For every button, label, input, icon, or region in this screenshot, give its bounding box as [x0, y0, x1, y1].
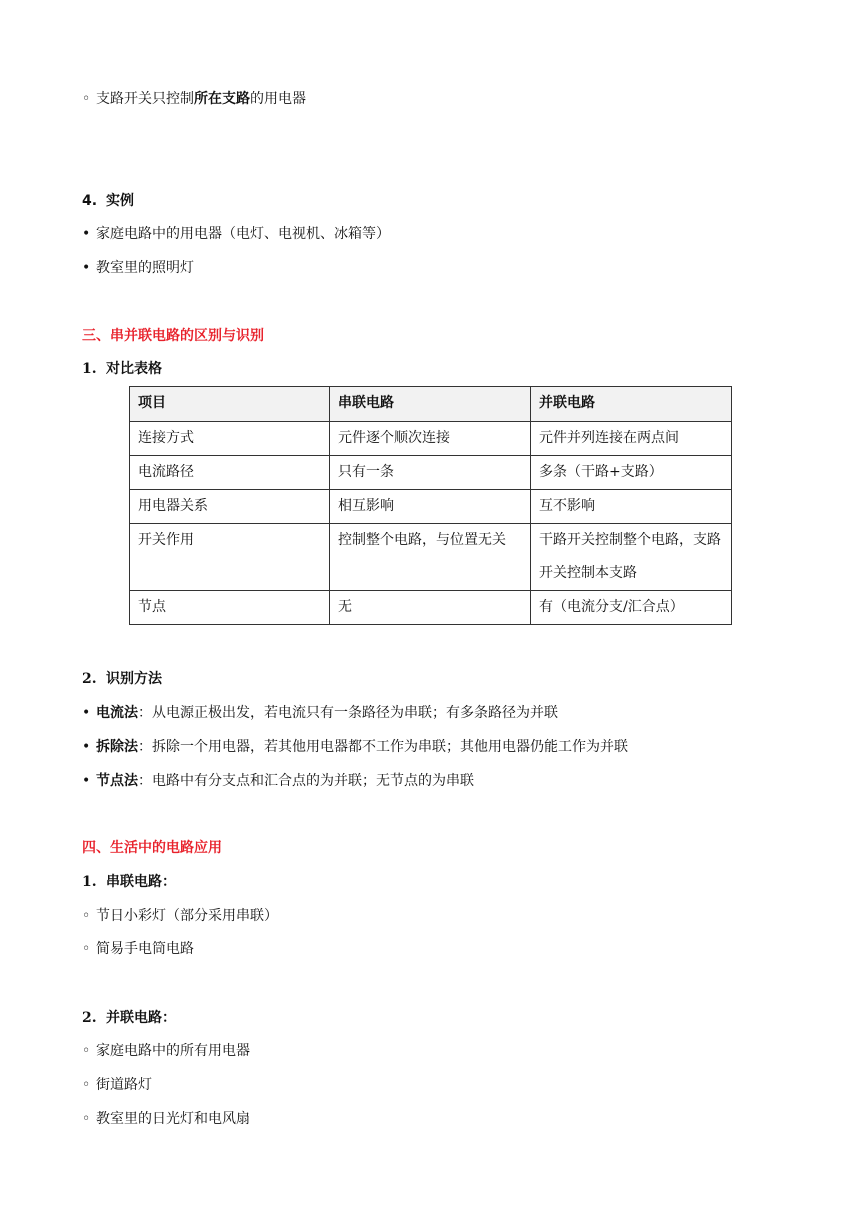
- list-item: • 家庭电路中的用电器（电灯、电视机、冰箱等）: [82, 226, 390, 242]
- list-item: ◦ 教室里的日光灯和电风扇: [82, 1111, 250, 1127]
- table-cell: 只有一条: [330, 456, 531, 490]
- table-cell: 多条（干路+支路）: [531, 456, 732, 490]
- subheading-identification: 2. 识别方法: [82, 671, 162, 687]
- hollow-bullet-icon: ◦: [82, 941, 91, 957]
- subheading-parallel: 2. 并联电路：: [82, 1010, 176, 1026]
- bullet-icon: •: [82, 260, 91, 276]
- column-header: 并联电路: [531, 387, 732, 422]
- method-item: • 节点法：电路中有分支点和汇合点的为并联；无节点的为串联: [82, 773, 474, 789]
- table-row: [130, 591, 732, 625]
- column-header: 串联电路: [330, 387, 531, 422]
- table-cell: 有（电流分支/汇合点）: [531, 591, 732, 625]
- bullet-icon: •: [82, 773, 91, 789]
- table-cell: 互不影响: [531, 490, 732, 524]
- table-cell: 干路开关控制整个电路，支路开关控制本支路: [531, 524, 732, 591]
- table-row: [130, 524, 732, 591]
- column-header: 项目: [130, 387, 330, 422]
- hollow-bullet-icon: ◦: [82, 908, 91, 924]
- bullet-icon: •: [82, 739, 91, 755]
- table-row: [130, 490, 732, 524]
- section-title-3: 三、串并联电路的区别与识别: [82, 328, 264, 344]
- list-item: ◦ 街道路灯: [82, 1077, 152, 1093]
- bullet-icon: •: [82, 226, 91, 242]
- table-cell: 开关作用: [130, 524, 330, 591]
- table-cell: 连接方式: [130, 422, 330, 456]
- table-row: [130, 422, 732, 456]
- method-item: • 拆除法：拆除一个用电器，若其他用电器都不工作为串联；其他用电器仍能工作为并联: [82, 739, 628, 755]
- section-heading-examples: 4. 实例: [82, 193, 134, 209]
- list-item: ◦ 节日小彩灯（部分采用串联）: [82, 908, 278, 924]
- branch-switch-note: ◦ 支路开关只控制所在支路的用电器: [82, 91, 306, 107]
- table-cell: 相互影响: [330, 490, 531, 524]
- subheading-series: 1. 串联电路：: [82, 874, 176, 890]
- subheading-comparison-table: 1. 对比表格: [82, 361, 162, 377]
- list-item: ◦ 家庭电路中的所有用电器: [82, 1043, 250, 1059]
- table-cell: 节点: [130, 591, 330, 625]
- method-item: • 电流法：从电源正极出发，若电流只有一条路径为串联；有多条路径为并联: [82, 705, 558, 721]
- section-title-4: 四、生活中的电路应用: [82, 840, 222, 856]
- table-cell: 无: [330, 591, 531, 625]
- table-header-row: [130, 387, 732, 422]
- list-item: ◦ 简易手电筒电路: [82, 941, 194, 957]
- comparison-table: [129, 386, 732, 625]
- table-cell: 用电器关系: [130, 490, 330, 524]
- table-cell: 元件逐个顺次连接: [330, 422, 531, 456]
- table-cell: 控制整个电路，与位置无关: [330, 524, 531, 591]
- list-item: • 教室里的照明灯: [82, 260, 194, 276]
- table-cell: 电流路径: [130, 456, 330, 490]
- hollow-bullet-icon: ◦: [82, 91, 91, 107]
- hollow-bullet-icon: ◦: [82, 1077, 91, 1093]
- table-cell: 元件并列连接在两点间: [531, 422, 732, 456]
- bullet-icon: •: [82, 705, 91, 721]
- table-row: [130, 456, 732, 490]
- hollow-bullet-icon: ◦: [82, 1043, 91, 1059]
- hollow-bullet-icon: ◦: [82, 1111, 91, 1127]
